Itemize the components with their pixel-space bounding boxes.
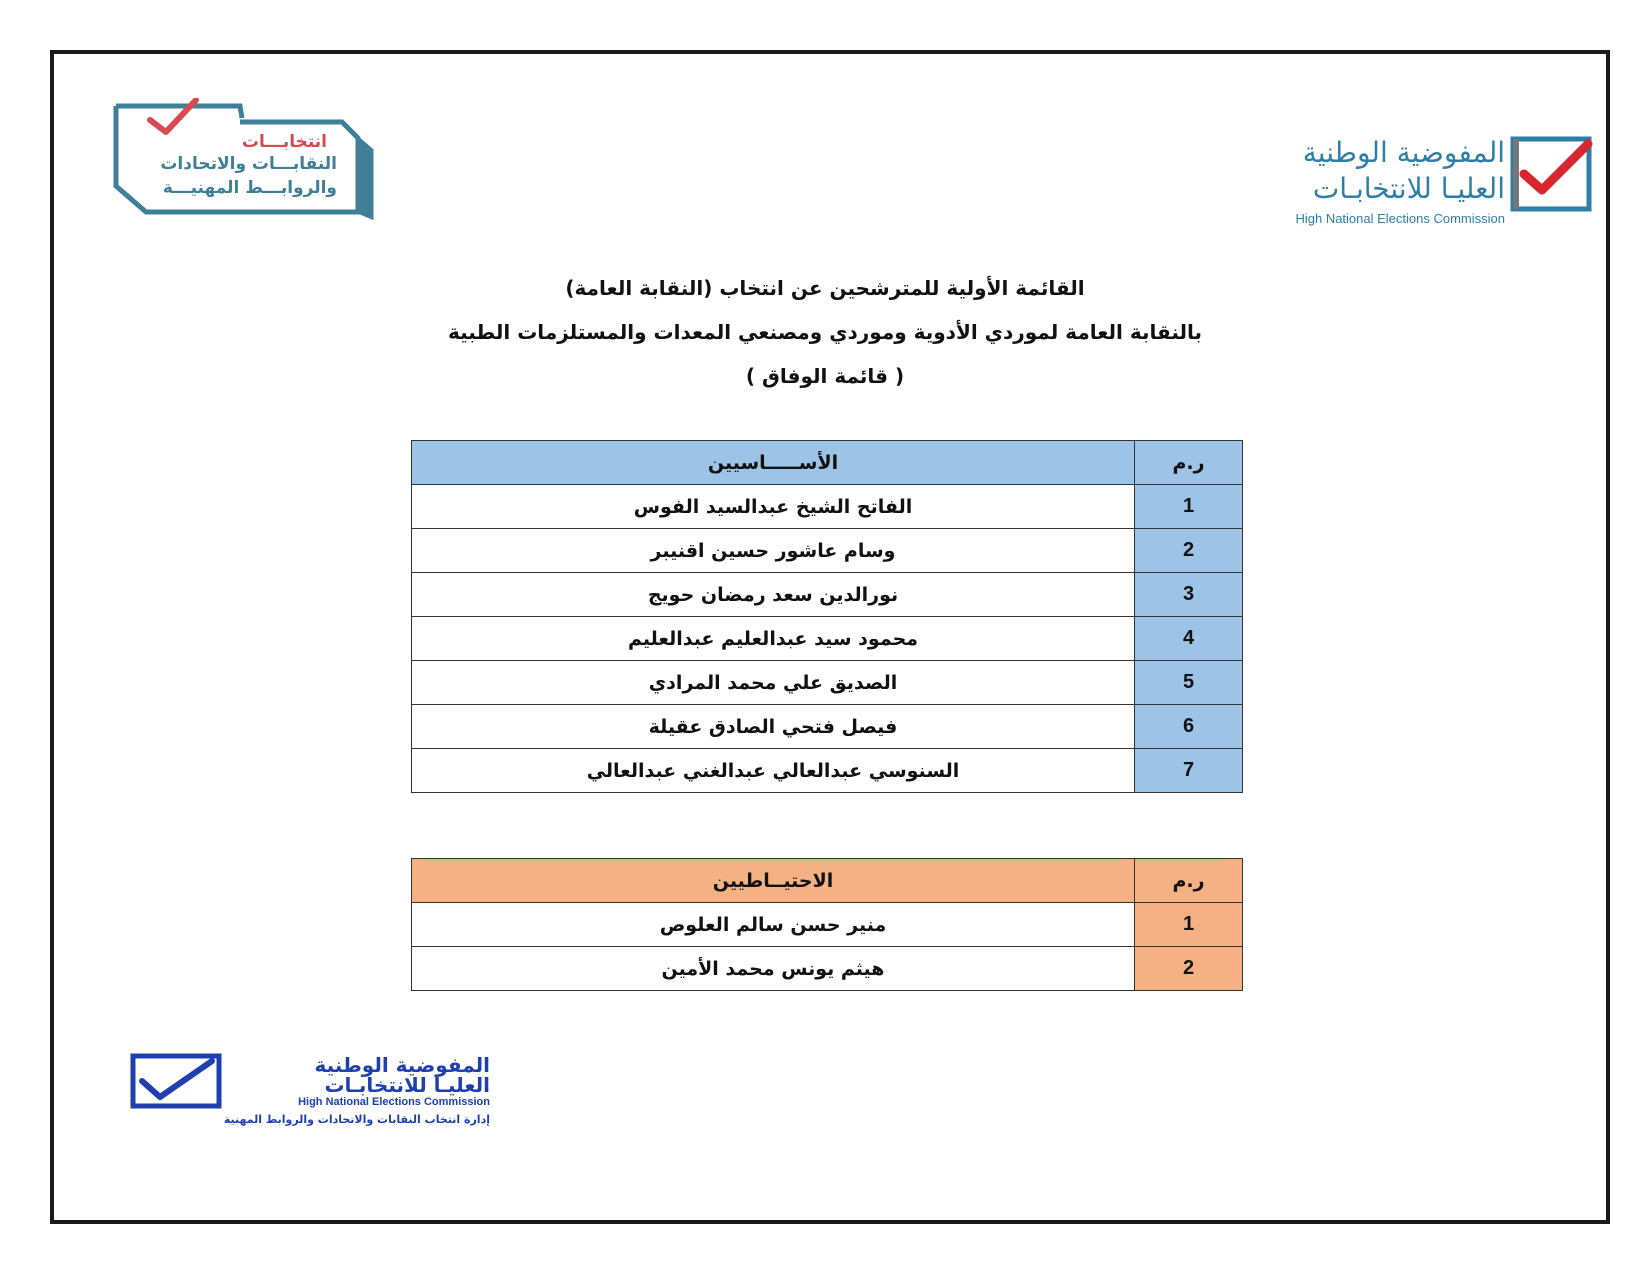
- primary-candidates-table: [411, 440, 1243, 793]
- stamp-arabic-line1: المفوضية الوطنية: [314, 1053, 490, 1077]
- title-line3: ( قائمة الوفاق ): [745, 364, 905, 388]
- table-row: [412, 705, 1243, 749]
- candidate-name: الصديق علي محمد المرادي: [412, 661, 1135, 705]
- table-row: [412, 573, 1243, 617]
- candidate-name: محمود سيد عبدالعليم عبدالعليم: [412, 617, 1135, 661]
- stamp-english-name: High National Elections Commission: [298, 1096, 490, 1108]
- row-number: 6: [1135, 705, 1243, 749]
- row-number: 3: [1135, 573, 1243, 617]
- logo-text-associations: والروابـــط المهنيـــة: [162, 178, 337, 198]
- syndicates-elections-logo: [110, 98, 382, 222]
- hnec-logo: [1200, 136, 1600, 236]
- row-number: 1: [1135, 485, 1243, 529]
- header-number: ر.م: [1135, 859, 1243, 903]
- table-row: [412, 617, 1243, 661]
- candidate-name: فيصل فتحي الصادق عقيلة: [412, 705, 1135, 749]
- table-row: [412, 485, 1243, 529]
- header-primary: الأســـــاسيين: [412, 441, 1135, 485]
- table-header-row: [412, 859, 1243, 903]
- checkbox-check-icon: [1510, 136, 1594, 214]
- title-line2: بالنقابة العامة لموردي الأدوية وموردي ومصنعي المعدات والمستلزمات الطبية: [447, 320, 1203, 344]
- logo-text-syndicates: النقابـــات والاتحادات: [160, 154, 337, 174]
- table-row: [412, 529, 1243, 573]
- row-number: 2: [1135, 947, 1243, 991]
- candidate-name: وسام عاشور حسين اقنيبر: [412, 529, 1135, 573]
- candidate-name: منير حسن سالم العلوص: [412, 903, 1135, 947]
- header-reserve: الاحتيــاطيين: [412, 859, 1135, 903]
- stamp-department: إدارة انتخاب النقابات والاتحادات والروابط المهنية: [223, 1113, 490, 1126]
- table-row: [412, 947, 1243, 991]
- logo-text-elections: انتخابـــات: [241, 132, 327, 152]
- row-number: 1: [1135, 903, 1243, 947]
- header-number: ر.م: [1135, 441, 1243, 485]
- candidate-name: هيثم يونس محمد الأمين: [412, 947, 1135, 991]
- candidate-name: الفاتح الشيخ عبدالسيد الفوس: [412, 485, 1135, 529]
- row-number: 2: [1135, 529, 1243, 573]
- row-number: 5: [1135, 661, 1243, 705]
- hnec-arabic-line1: المفوضية الوطنية: [1302, 136, 1505, 169]
- title-line1: القائمة الأولية للمترشحين عن انتخاب (النقابة العامة): [565, 276, 1085, 300]
- row-number: 7: [1135, 749, 1243, 793]
- table-row: [412, 903, 1243, 947]
- hnec-arabic-line2: العليـا للانتخابـات: [1312, 172, 1505, 205]
- row-number: 4: [1135, 617, 1243, 661]
- document-titles: [400, 266, 1250, 398]
- hnec-stamp-logo: [130, 1053, 490, 1135]
- candidate-name: نورالدين سعد رمضان حويج: [412, 573, 1135, 617]
- candidate-name: السنوسي عبدالعالي عبدالغني عبدالعالي: [412, 749, 1135, 793]
- table-row: [412, 661, 1243, 705]
- reserve-candidates-table: [411, 858, 1243, 991]
- stamp-check-icon: [130, 1053, 222, 1109]
- stamp-arabic-line2: العليـا للانتخابـات: [324, 1073, 490, 1097]
- table-header-row: [412, 441, 1243, 485]
- table-row: [412, 749, 1243, 793]
- hnec-english-name: High National Elections Commission: [1295, 211, 1505, 226]
